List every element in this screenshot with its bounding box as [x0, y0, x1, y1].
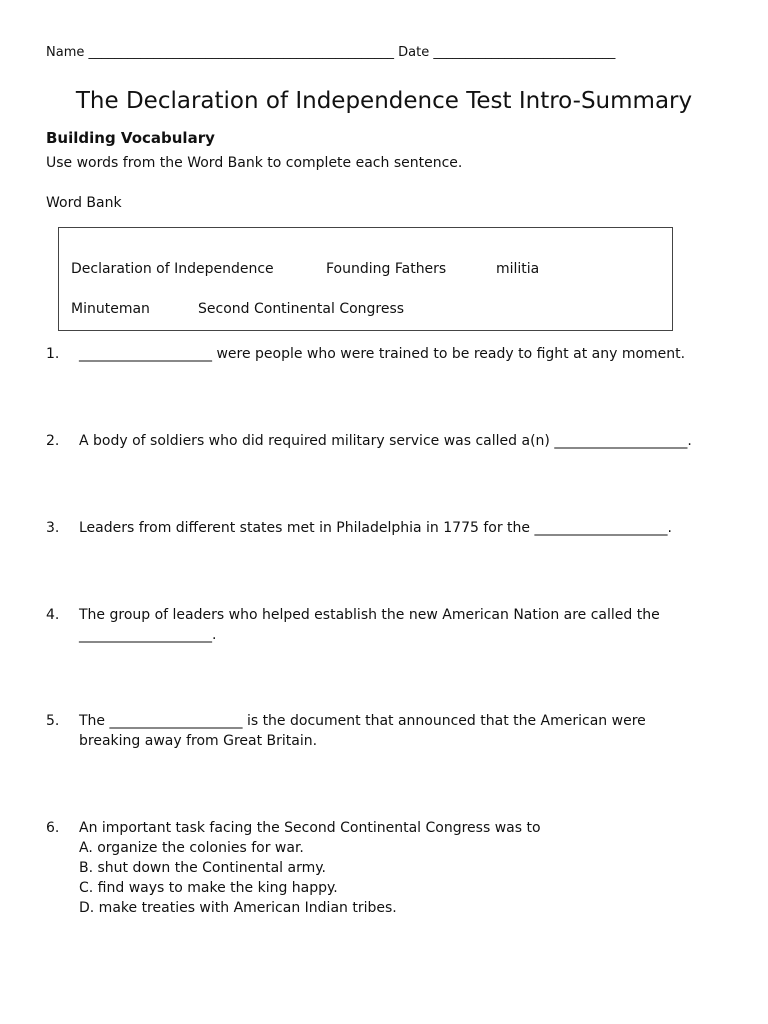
word-bank-term: Declaration of Independence [71, 261, 274, 277]
question-6-text: An important task facing the Second Continental Congress was to [79, 820, 541, 836]
answer-option-a[interactable]: A. organize the colonies for war. [79, 840, 304, 856]
word-bank-box [58, 227, 673, 331]
name-label: Name [46, 45, 85, 60]
question-5-text-cont: breaking away from Great Britain. [79, 733, 318, 749]
name-blank[interactable]: _______________________________________________ [88, 45, 394, 60]
page-title: The Declaration of Independence Test Intro-Summary [75, 88, 693, 114]
date-label: Date [398, 45, 430, 60]
question-number: 4. [46, 607, 60, 623]
instructions: Use words from the Word Bank to complete each sentence. [46, 155, 463, 171]
question-number: 3. [46, 520, 60, 536]
question-4-text-cont: ___________________. [79, 627, 217, 643]
name-date-line [46, 45, 615, 60]
question-number: 5. [46, 713, 60, 729]
question-2-text: A body of soldiers who did required military service was called a(n) ___________________. [79, 433, 692, 449]
word-bank-term: Second Continental Congress [198, 301, 405, 317]
answer-option-d[interactable]: D. make treaties with American Indian tribes. [79, 900, 397, 916]
section-heading: Building Vocabulary [46, 129, 215, 147]
date-blank[interactable]: ____________________________ [433, 45, 616, 60]
answer-option-b[interactable]: B. shut down the Continental army. [79, 860, 326, 876]
question-3-text: Leaders from different states met in Philadelphia in 1775 for the ___________________. [79, 520, 672, 536]
question-4-text: The group of leaders who helped establish the new American Nation are called the [79, 607, 660, 623]
word-bank-term: Minuteman [71, 301, 150, 317]
question-number: 1. [46, 346, 60, 362]
question-number: 6. [46, 820, 60, 836]
question-5-text: The ___________________ is the document that announced that the American were [79, 713, 646, 729]
answer-option-c[interactable]: C. find ways to make the king happy. [79, 880, 338, 896]
question-number: 2. [46, 433, 60, 449]
question-1-text: ___________________ were people who were trained to be ready to fight at any moment. [79, 346, 686, 362]
word-bank-label: Word Bank [46, 195, 122, 211]
word-bank-term: Founding Fathers [326, 261, 447, 277]
word-bank-term: militia [496, 261, 540, 277]
